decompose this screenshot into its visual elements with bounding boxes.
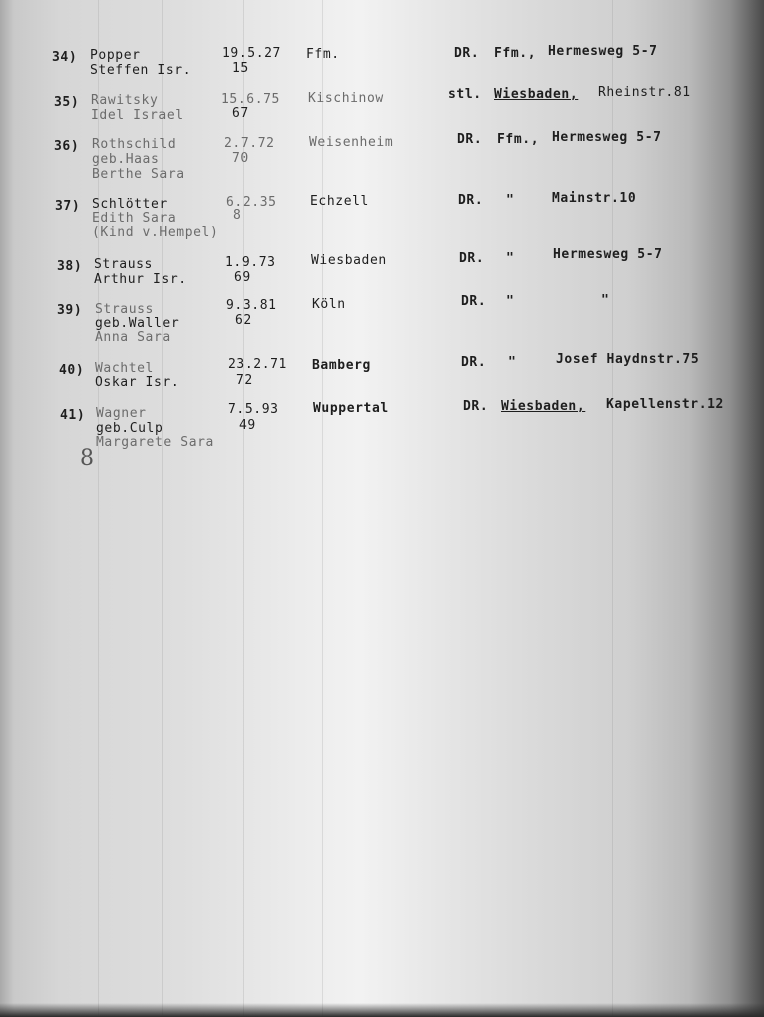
entry-birthplace: Ffm. [306,47,340,62]
entry-address-prefix: DR. [461,355,487,370]
entry-given-name: Oskar Isr. [95,375,180,390]
entry-age: 8 [233,208,242,223]
entry-number: 34) [52,50,78,65]
scan-artifact-line [162,0,163,1017]
entry-number: 41) [60,408,86,423]
entry-maiden-name: geb.Haas [92,152,160,167]
entry-address-prefix: DR. [463,399,489,414]
entry-age: 69 [234,270,251,285]
scan-artifact-line [612,0,613,1017]
entry-age: 15 [232,61,249,76]
entry-maiden-name: geb.Waller [95,316,180,331]
entry-address-street: " [601,293,610,308]
entry-number: 37) [55,199,81,214]
entry-number: 35) [54,95,80,110]
entry-given-name: Arthur Isr. [94,272,187,287]
entry-age: 72 [236,373,253,388]
entry-birthplace: Echzell [310,194,369,209]
entry-surname: Strauss [94,257,153,272]
entry-address-street: Mainstr.10 [552,191,637,206]
entry-birth-date: 1.9.73 [225,255,276,270]
entry-given-name: Margarete Sara [96,435,214,450]
entry-address-street: Rheinstr.81 [598,85,691,100]
entry-number: 40) [59,363,85,378]
entry-address-prefix: DR. [454,46,480,61]
entry-address-street: Josef Haydnstr.75 [556,352,700,367]
entry-surname: Wachtel [95,361,154,376]
entry-surname: Rothschild [92,137,177,152]
entry-given-name: Steffen Isr. [90,63,192,78]
entry-address-prefix: DR. [459,251,485,266]
scan-artifact-line [322,0,323,1017]
entry-address-city: " [508,355,517,370]
entry-address-city: Wiesbaden, [501,399,586,414]
entry-birthplace: Bamberg [312,358,371,373]
entry-given-name: Edith Sara [92,211,177,226]
entry-surname: Wagner [96,406,147,421]
handwritten-note: 8 [80,446,94,471]
entry-birth-date: 23.2.71 [228,357,287,372]
entry-address-street: Hermesweg 5-7 [552,130,662,145]
entry-age: 70 [232,151,249,166]
entry-address-city: " [506,251,515,266]
entry-address-city: " [506,294,515,309]
entry-address-city: Wiesbaden, [494,87,579,102]
entry-age: 67 [232,106,249,121]
entry-surname: Rawitsky [91,93,159,108]
entry-birthplace: Kischinow [308,91,384,106]
entry-address-prefix: DR. [461,294,487,309]
entry-note: (Kind v.Hempel) [92,225,219,240]
entry-birth-date: 2.7.72 [224,136,275,151]
entry-birthplace: Wuppertal [313,401,389,416]
entry-address-prefix: stl. [448,87,482,102]
entry-address-prefix: DR. [458,193,484,208]
entry-address-city: Ffm., [494,46,537,61]
entry-address-city: Ffm., [497,132,540,147]
entry-age: 62 [235,313,252,328]
entry-surname: Popper [90,48,141,63]
entry-birthplace: Weisenheim [309,135,394,150]
entry-birth-date: 15.6.75 [221,92,280,107]
entry-given-name: Anna Sara [95,330,171,345]
entry-address-street: Hermesweg 5-7 [553,247,663,262]
entry-maiden-name: geb.Culp [96,421,164,436]
entry-address-street: Hermesweg 5-7 [548,44,658,59]
entry-number: 36) [54,139,80,154]
entry-birthplace: Köln [312,297,346,312]
entry-address-prefix: DR. [457,132,483,147]
entry-surname: Strauss [95,302,154,317]
entry-number: 38) [57,259,83,274]
entry-birth-date: 19.5.27 [222,46,281,61]
entry-age: 49 [239,418,256,433]
entry-birth-date: 6.2.35 [226,195,277,210]
entry-surname: Schlötter [92,197,168,212]
entry-birth-date: 9.3.81 [226,298,277,313]
entry-birth-date: 7.5.93 [228,402,279,417]
entry-address-city: " [506,193,515,208]
entry-given-name: Idel Israel [91,108,184,123]
entry-number: 39) [57,303,83,318]
entry-address-street: Kapellenstr.12 [606,397,724,412]
entry-birthplace: Wiesbaden [311,253,387,268]
entry-given-name: Berthe Sara [92,167,185,182]
